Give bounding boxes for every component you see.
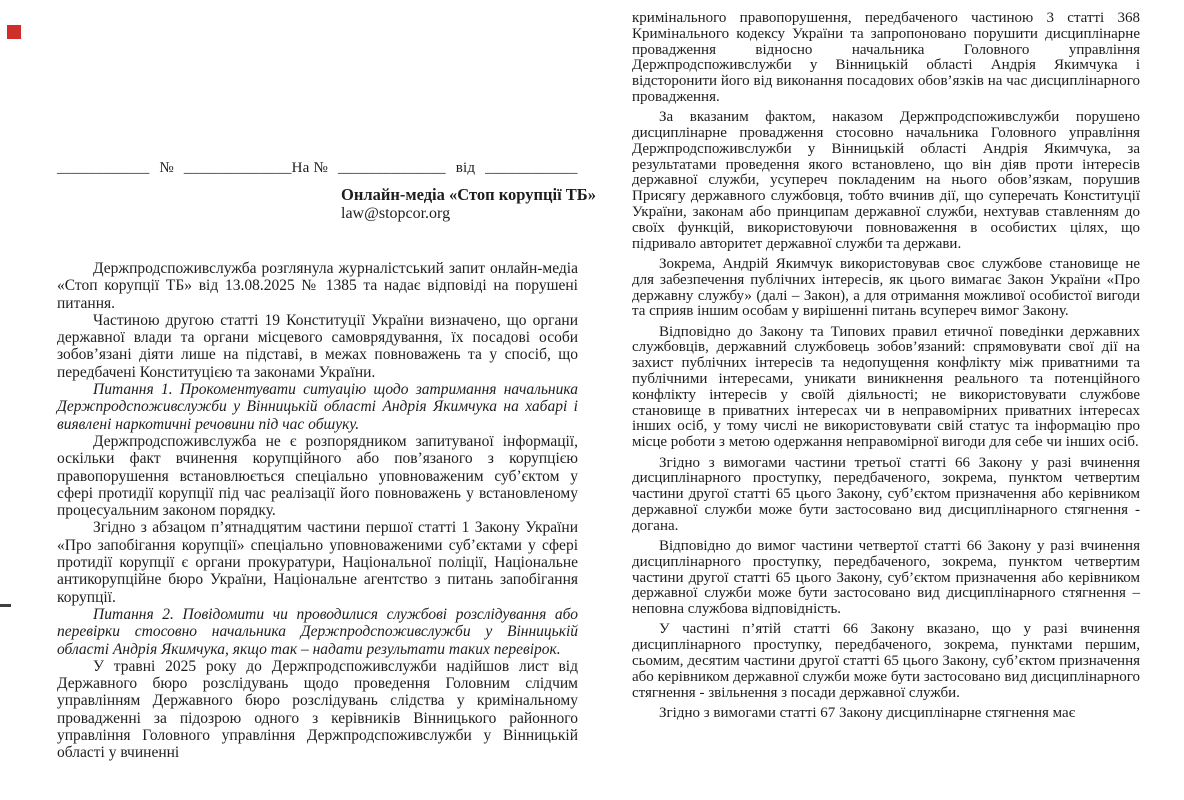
number-blank-field: ______________ [183,160,292,176]
document-page-left [57,0,596,800]
paragraph: кримінального правопорушення, передбаченого частиною 3 статті 368 Кримінального кодексу України та запропоновано порушити дисциплінарне провадження відносно начальника Головного управління Держпродспоживслужби у Вінницькій області Андрія Якимчука і відсторонити його від виконання посадових обов’язків на час дисциплінарного провадження. [632,10,1140,105]
reply-label: На № [291,160,328,176]
paragraph: Держпродспоживслужба не є розпорядником запитуваної інформації, оскільки факт вчинення корупційного або пов’язаного з корупцією правопорушення встановлюється спеціально уповноваженим суб’єктом у сфері протидії корупції під час реалізації його повноважень у встановленому процесуальним законом порядку. [57,432,578,520]
addressee-email: law@stopcor.org [341,205,451,222]
outgoing-ref-fields [57,160,292,177]
paragraph: Зокрема, Андрій Якимчук використовував своє службове становище не для забезпечення публічних інтересів, як цього вимагає Закон України «Про державну службу» (далі – Закон), а для отримання можливої особистої вигоди та сприяв іншим особам у вирішенні питань всупереч вимог Закону. [632,255,1140,320]
paragraph: Відповідно до Закону та Типових правил етичної поведінки державних службовців, державний службовець зобов’язаний: спрямовувати свої дії на захист публічних інтересів та недопущення конфлікту між приватними та публічними інтересами, уникати виникнення реального та потенційного конфлікту інтересів у своїй діяльності; не використовувати службове становище в приватних інтересах чи в неправомірних приватних інтересах інших осіб, у тому числі не використовувати свій статус та інформацію про місце роботи з метою одержання неправомірної вигоди для себе чи інших осіб. [632,323,1140,451]
question-paragraph: Питання 1. Прокоментувати ситуацію щодо затримання начальника Держпродспоживслужби у Вінницькій області Андрія Якимчука на хабарі і виявлені наркотичні речовини під час обшуку. [57,381,578,433]
paragraph: За вказаним фактом, наказом Держпродспоживслужби порушено дисциплінарне провадження стосовно начальника Головного управління Держпродспоживслужби у Вінницькій області Андрія Якимчука, за результатами проведення якого встановлено, що він діяв проти інтересів державної служби, усупереч покладеним на нього обов’язкам, порушив Присягу державного службовця, тобто вчинив дії, що суперечать Конституції України, законам або принципам державної служби, нехтував ставленням до своїх функцій, використовуючи повноваження в особистих цілях, що підривало авторитет державної служби та держави. [632,109,1140,252]
addressee-name: Онлайн-медіа «Стоп корупції ТБ» [341,185,596,204]
paragraph: У травні 2025 року до Держпродспоживслужби надійшов лист від Державного бюро розслідувань щодо проведення Головним слідчим управлінням Державного бюро розслідувань слідства у кримінальному провадженні за підозрою одного з керівників Вінницького районного управління Головного управління Держпродспоживслужби у Вінницькій області у вчиненні [57,657,578,762]
paragraph: Держпродспоживслужба розглянула журналістський запит онлайн-медіа «Стоп корупції ТБ» від 13.08.2025 № 1385 та надає відповіді на порушені питання. [57,260,578,312]
reference-line [57,160,578,177]
addressee-block [341,185,596,223]
left-page-body [57,260,578,762]
question-paragraph: Питання 2. Повідомити чи проводилися службові розслідування або перевірки стосовно начальника Держпродспоживслужби у Вінницькій області Андрія Якимчука, якщо так – надати результати таких перевірок. [57,605,578,658]
reply-date-blank-field: ____________ [485,160,578,176]
paragraph: Частиною другою статті 19 Конституції України визначено, що органи державної влади та органи місцевого самоврядування, їх посадові особи зобов’язані діяти лише на підставі, в межах повноважень та у спосіб, що передбачені Конституцією та законами України. [57,311,578,381]
paragraph: Згідно з вимогами статті 67 Закону дисциплінарне стягнення має [659,704,1076,721]
paragraph: Згідно з абзацом п’ятнадцятим частини першої статті 1 Закону України «Про запобігання корупції» спеціально уповноваженими суб’єктами у сфері протидії корупції є органи прокуратури, Національної поліції, Національне антикорупційне бюро України, Національне агентство з питань запобігання корупції. [57,519,578,606]
incoming-ref-fields [292,160,578,177]
reply-number-blank-field: ______________ [337,160,446,176]
paragraph: Згідно з вимогами частини третьої статті 66 Закону у разі вчинення дисциплінарного проступку, передбаченого, зокрема, пунктом четвертим частини другої статті 65 цього Закону, суб’єктом призначення або керівником державної служби може бути застосовано вид дисциплінарного стягнення - догана. [632,454,1140,534]
fold-mark [0,604,11,607]
red-stamp-mark [7,25,21,39]
paragraph: Відповідно до вимог частини четвертої статті 66 Закону у разі вчинення дисциплінарного проступку, передбаченого, зокрема, пунктом четвертим частини другої статті 65 цього Закону, суб’єктом призначення або керівником державної служби може бути застосовано вид дисциплінарного стягнення – неповна службова відповідність. [632,538,1140,618]
paragraph: У частині п’ятій статті 66 Закону вказано, що у разі вчинення дисциплінарного проступку, передбаченого, зокрема, пунктами першим, сьомим, десятим частини другої статті 65 цього Закону, суб’єктом призначення або керівником державної служби може бути застосовано вид дисциплінарного стягнення - звільнення з посади державної служби. [632,621,1140,701]
document-page-right [632,11,1140,722]
reply-date-label: від [455,160,476,176]
date-blank-field: ____________ [57,160,150,176]
number-sign: № [159,160,174,176]
